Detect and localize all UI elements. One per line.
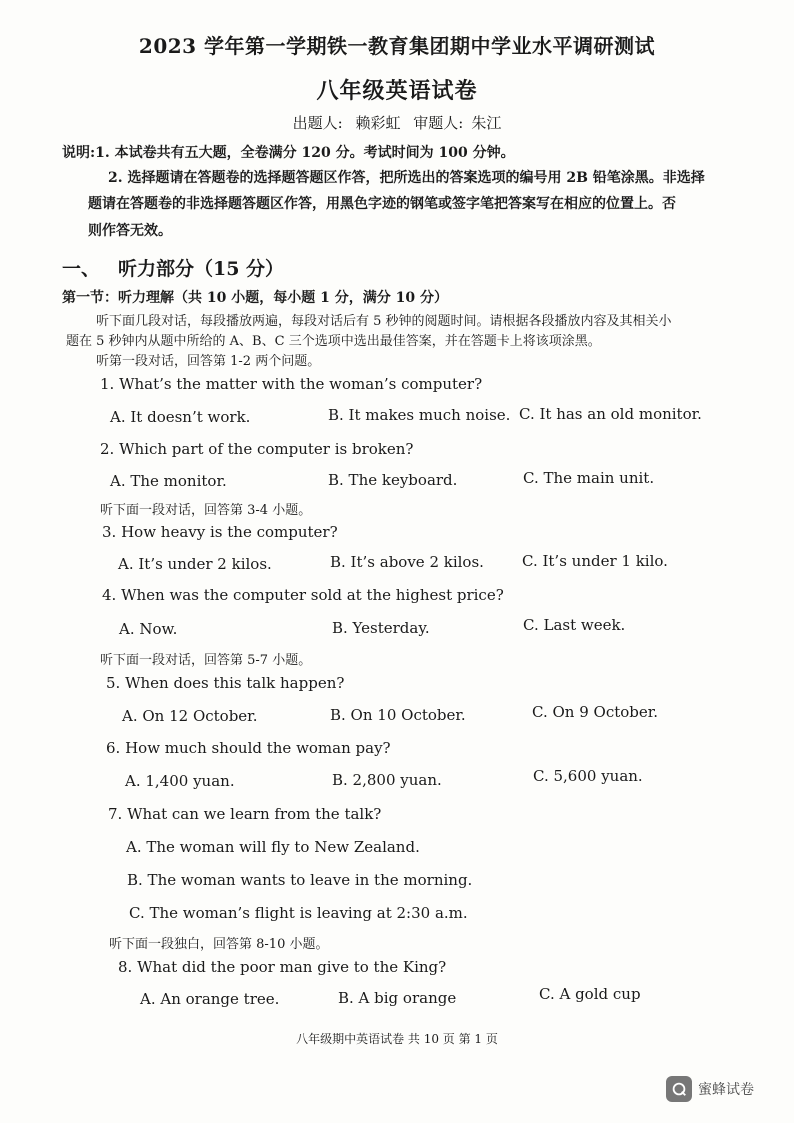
- question-6-option-b: B. 2,800 yuan.: [332, 771, 442, 789]
- part-title: 第一节：听力理解（共 10 小题，每小题 1 分，满分 10 分）: [62, 290, 448, 306]
- question-2-option-b: B. The keyboard.: [328, 471, 458, 489]
- question-5-option-c: C. On 9 October.: [532, 703, 659, 721]
- instruction-item-2-line-3: 则作答无效。: [88, 223, 172, 239]
- question-3-option-b: B. It’s above 2 kilos.: [330, 553, 484, 571]
- dialogue-prompt: 听下面一段对话，回答第 5-7 小题。: [100, 653, 312, 668]
- part-description-line-1: 听下面几段对话，每段播放两遍，每段对话后有 5 秒钟的阅题时间。请根据各段播放内容及其相关小: [96, 314, 672, 329]
- question-1: 1. What’s the matter with the woman’s computer?: [100, 375, 483, 393]
- question-2: 2. Which part of the computer is broken?: [100, 440, 414, 458]
- question-2-option-a: A. The monitor.: [110, 472, 227, 490]
- dialogue-prompt: 听下面一段对话，回答第 3-4 小题。: [100, 503, 312, 518]
- monologue-prompt: 听下面一段独白，回答第 8-10 小题。: [109, 937, 329, 952]
- question-2-option-c: C. The main unit.: [523, 469, 655, 487]
- question-7-option-b: B. The woman wants to leave in the morning.: [127, 871, 473, 889]
- section-heading: [62, 254, 284, 281]
- question-1-option-b: B. It makes much noise.: [328, 406, 511, 424]
- question-6-option-c: C. 5,600 yuan.: [533, 767, 643, 785]
- question-8-option-b: B. A big orange: [338, 989, 457, 1007]
- section-title: 听力部分（15 分）: [118, 258, 285, 280]
- question-6: 6. How much should the woman pay?: [106, 739, 391, 757]
- question-1-option-c: C. It has an old monitor.: [519, 405, 702, 423]
- question-8-option-c: C. A gold cup: [539, 985, 641, 1003]
- question-4-option-b: B. Yesterday.: [332, 619, 430, 637]
- instructions-lead: 说明:: [62, 145, 96, 161]
- question-5: 5. When does this talk happen?: [106, 674, 345, 692]
- reviewer-label: 审题人:: [413, 114, 464, 132]
- setter-label: 出题人:: [292, 114, 343, 132]
- exam-title: 2023 学年第一学期铁一教育集团期中学业水平调研测试: [138, 34, 656, 58]
- part-description-line-2: 题在 5 秒钟内从题中所给的 A、B、C 三个选项中选出最佳答案，并在答题卡上将该项涂黑。: [66, 334, 601, 349]
- instruction-item-2-line-2: 题请在答题卷的非选择题答题区作答，用黑色字迹的钢笔或签字笔把答案写在相应的位置上。否: [88, 196, 676, 212]
- exam-subtitle: 八年级英语试卷: [316, 78, 478, 104]
- reviewer-name: 朱江: [471, 114, 502, 132]
- watermark: [666, 1076, 754, 1102]
- question-4-option-c: C. Last week.: [523, 616, 626, 634]
- dialogue-prompt: 听第一段对话，回答第 1-2 两个问题。: [96, 354, 321, 369]
- question-5-option-b: B. On 10 October.: [330, 706, 466, 724]
- page-footer: 八年级期中英语试卷 共 10 页 第 1 页: [296, 1032, 498, 1046]
- section-number: 一、: [62, 258, 101, 280]
- instruction-item-2-line-1: 2. 选择题请在答题卷的选择题答题区作答，把所选出的答案选项的编号用 2B 铅笔涂黑。非选择: [108, 170, 705, 186]
- question-7-option-a: A. The woman will fly to New Zealand.: [126, 838, 420, 856]
- question-6-option-a: A. 1,400 yuan.: [125, 772, 235, 790]
- question-3-option-a: A. It’s under 2 kilos.: [118, 555, 272, 573]
- question-4: 4. When was the computer sold at the highest price?: [102, 586, 504, 604]
- question-8: 8. What did the poor man give to the King?: [118, 958, 447, 976]
- bee-logo-icon: [666, 1076, 692, 1102]
- instructions-line-1: [62, 142, 515, 162]
- question-3-option-c: C. It’s under 1 kilo.: [522, 552, 668, 570]
- question-1-option-a: A. It doesn’t work.: [110, 408, 251, 426]
- question-8-option-a: A. An orange tree.: [140, 990, 280, 1008]
- authors-line: [0, 112, 794, 133]
- question-7: 7. What can we learn from the talk?: [108, 805, 382, 823]
- question-7-option-c: C. The woman’s flight is leaving at 2:30 a.m.: [129, 904, 468, 922]
- question-3: 3. How heavy is the computer?: [102, 523, 338, 541]
- question-4-option-a: A. Now.: [119, 620, 178, 638]
- instruction-item-1: 1. 本试卷共有五大题，全卷满分 120 分。考试时间为 100 分钟。: [95, 145, 515, 161]
- question-5-option-a: A. On 12 October.: [122, 707, 258, 725]
- watermark-text: 蜜蜂试卷: [698, 1082, 754, 1098]
- setter-name: 赖彩虹: [355, 114, 401, 132]
